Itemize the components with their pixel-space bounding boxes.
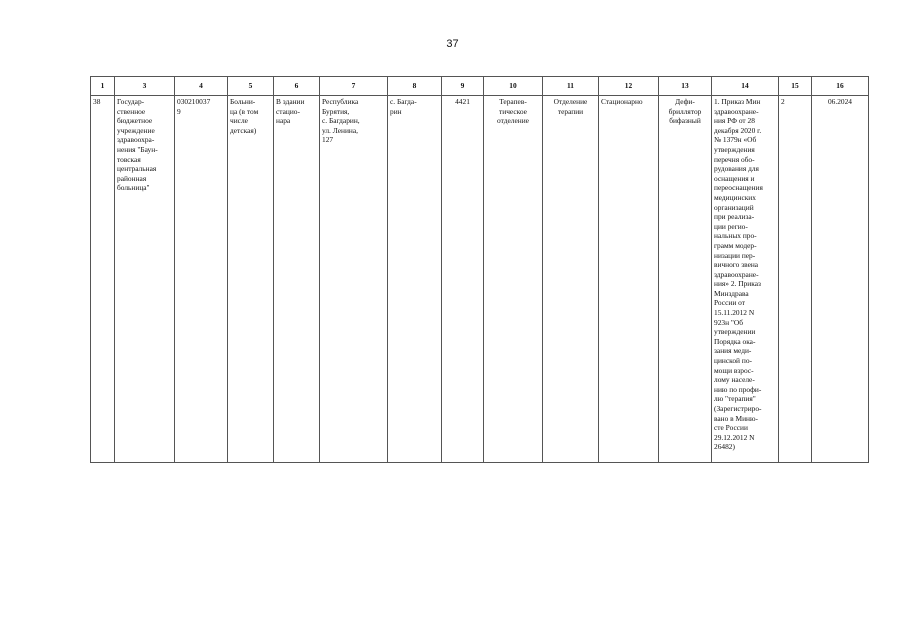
quantity-cell: 2 <box>779 96 812 463</box>
header-cell-4: 4 <box>175 77 228 96</box>
header-cell-6: 6 <box>274 77 320 96</box>
header-cell-13: 13 <box>659 77 712 96</box>
header-cell-1: 1 <box>91 77 115 96</box>
equipment-name-cell: Дефи- бриллятор бифазный <box>659 96 712 463</box>
page-number: 37 <box>446 38 459 50</box>
unit-cell: Отделение терапии <box>543 96 599 463</box>
header-cell-9: 9 <box>442 77 484 96</box>
header-cell-14: 14 <box>712 77 779 96</box>
delivery-date-cell: 06.2024 <box>812 96 869 463</box>
department-cell: Терапев- тическое отделение <box>484 96 543 463</box>
facility-type-cell: Больни- ца (в том числе детская) <box>228 96 274 463</box>
registry-code-cell: 030210037 9 <box>175 96 228 463</box>
population-cell: 4421 <box>442 96 484 463</box>
location-type-cell: В здании стацио- нара <box>274 96 320 463</box>
header-cell-11: 11 <box>543 77 599 96</box>
table-row <box>91 96 869 463</box>
header-cell-10: 10 <box>484 77 543 96</box>
regulation-cell: 1. Приказ Мин здравоохране- ния РФ от 28 декабря 2020 г. № 1379н «Об утверждения перечня обо- рудования для оснащения и переоснащения медицинских организаций при реализа- ции регио- нальных про- грамм модер- низации пер- вичного звена здравоохране- ния» 2. Приказ Минздрава России от 15.11.2012 N 923н "Об утверждении Порядка ока- зания меди- цинской по- мощи взрос- лому населе- нию по профи- лю "терапия" (Зарегистриро- вано в Миню- сте России 29.12.2012 N 26482) <box>712 96 779 463</box>
header-cell-3: 3 <box>115 77 175 96</box>
header-cell-16: 16 <box>812 77 869 96</box>
care-mode-cell: Стационарно <box>599 96 659 463</box>
header-cell-12: 12 <box>599 77 659 96</box>
row-number-cell: 38 <box>91 96 115 463</box>
header-row <box>91 77 869 96</box>
header-cell-8: 8 <box>388 77 442 96</box>
settlement-cell: с. Багда- рин <box>388 96 442 463</box>
header-cell-5: 5 <box>228 77 274 96</box>
header-cell-7: 7 <box>320 77 388 96</box>
organization-name-cell: Государ- ственное бюджетное учреждение здравоохра- нения "Баун- товская центральная районная больница" <box>115 96 175 463</box>
header-cell-15: 15 <box>779 77 812 96</box>
equipment-register-table <box>90 76 869 463</box>
address-cell: Республика Бурятия, с. Багдарин, ул. Ленина, 127 <box>320 96 388 463</box>
